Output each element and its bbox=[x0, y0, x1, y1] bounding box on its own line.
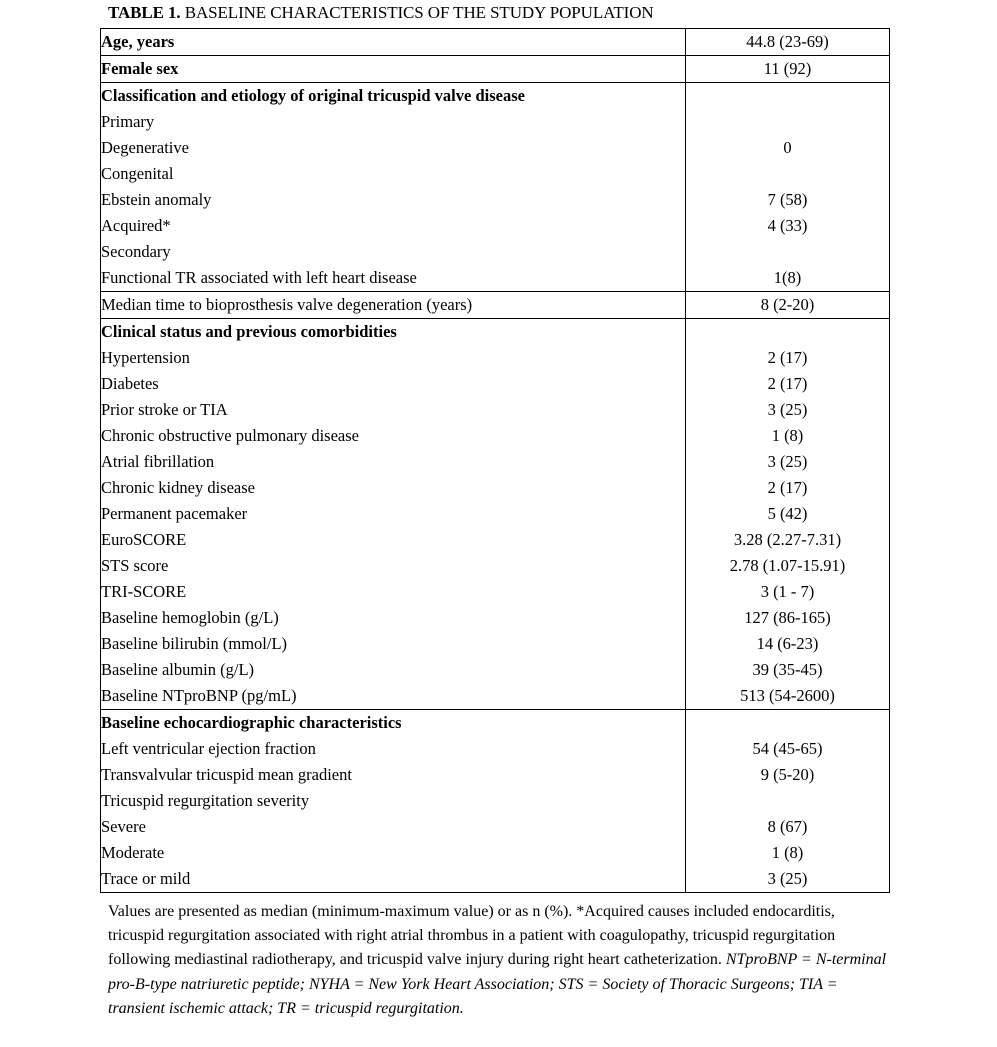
table-row bbox=[101, 683, 890, 710]
row-value: 9 (5-20) bbox=[686, 762, 890, 788]
row-value: 8 (2-20) bbox=[686, 292, 890, 319]
row-label: Permanent pacemaker bbox=[101, 501, 686, 527]
row-label: EuroSCORE bbox=[101, 527, 686, 553]
row-label: Left ventricular ejection fraction bbox=[101, 736, 686, 762]
table-row bbox=[101, 239, 890, 265]
row-value: 127 (86-165) bbox=[686, 605, 890, 631]
row-value: 3.28 (2.27-7.31) bbox=[686, 527, 890, 553]
table-row bbox=[101, 814, 890, 840]
row-value: 4 (33) bbox=[686, 213, 890, 239]
row-value: 14 (6-23) bbox=[686, 631, 890, 657]
table-body bbox=[101, 29, 890, 893]
table-row bbox=[101, 109, 890, 135]
row-label: Classification and etiology of original tricuspid valve disease bbox=[101, 83, 686, 110]
table-row bbox=[101, 213, 890, 239]
row-label: Tricuspid regurgitation severity bbox=[101, 788, 686, 814]
row-label: Degenerative bbox=[101, 135, 686, 161]
row-value: 2.78 (1.07-15.91) bbox=[686, 553, 890, 579]
table-row bbox=[101, 371, 890, 397]
row-value: 11 (92) bbox=[686, 56, 890, 83]
row-value: 2 (17) bbox=[686, 345, 890, 371]
row-value: 8 (67) bbox=[686, 814, 890, 840]
row-value: 54 (45-65) bbox=[686, 736, 890, 762]
row-label: TRI-SCORE bbox=[101, 579, 686, 605]
row-label: Severe bbox=[101, 814, 686, 840]
row-label: Prior stroke or TIA bbox=[101, 397, 686, 423]
row-label: STS score bbox=[101, 553, 686, 579]
row-value: 3 (1 - 7) bbox=[686, 579, 890, 605]
row-value: 513 (54-2600) bbox=[686, 683, 890, 710]
row-label: Moderate bbox=[101, 840, 686, 866]
row-value: 7 (58) bbox=[686, 187, 890, 213]
table-row bbox=[101, 501, 890, 527]
row-value: 1 (8) bbox=[686, 423, 890, 449]
table-row bbox=[101, 579, 890, 605]
table-title-text: BASELINE CHARACTERISTICS OF THE STUDY POPULATION bbox=[180, 3, 654, 22]
table-row bbox=[101, 449, 890, 475]
row-label: Chronic obstructive pulmonary disease bbox=[101, 423, 686, 449]
row-value: 39 (35-45) bbox=[686, 657, 890, 683]
row-value: 3 (25) bbox=[686, 866, 890, 893]
row-label: Ebstein anomaly bbox=[101, 187, 686, 213]
table-row bbox=[101, 319, 890, 346]
row-label: Hypertension bbox=[101, 345, 686, 371]
row-value bbox=[686, 319, 890, 346]
row-label: Female sex bbox=[101, 56, 686, 83]
row-value: 44.8 (23-69) bbox=[686, 29, 890, 56]
row-label: Transvalvular tricuspid mean gradient bbox=[101, 762, 686, 788]
table-row bbox=[101, 475, 890, 501]
row-value: 1(8) bbox=[686, 265, 890, 292]
table-number: TABLE 1. bbox=[108, 3, 181, 22]
row-label: Primary bbox=[101, 109, 686, 135]
table-row bbox=[101, 56, 890, 83]
row-label: Acquired* bbox=[101, 213, 686, 239]
table-row bbox=[101, 840, 890, 866]
row-value: 3 (25) bbox=[686, 397, 890, 423]
row-label: Diabetes bbox=[101, 371, 686, 397]
row-label: Clinical status and previous comorbidities bbox=[101, 319, 686, 346]
table-footnote bbox=[108, 900, 888, 1021]
table-row bbox=[101, 788, 890, 814]
table-row bbox=[101, 292, 890, 319]
row-value bbox=[686, 788, 890, 814]
table-row bbox=[101, 135, 890, 161]
table-row bbox=[101, 161, 890, 187]
table-row bbox=[101, 187, 890, 213]
page-title bbox=[108, 2, 654, 24]
table-row bbox=[101, 527, 890, 553]
row-value: 2 (17) bbox=[686, 475, 890, 501]
table-row bbox=[101, 631, 890, 657]
row-label: Chronic kidney disease bbox=[101, 475, 686, 501]
table-row bbox=[101, 345, 890, 371]
footnote-plain-text: Values are presented as median (minimum-maximum value) or as n (%). *Acquired causes included endocarditis, tricuspid regurgitation associated with right atrial thrombus in a patient with coagulopathy, tricuspid regurgitation following mediastinal radiotherapy, and tricuspid valve injury during right heart catheterization. bbox=[108, 903, 836, 969]
row-label: Trace or mild bbox=[101, 866, 686, 893]
row-label: Median time to bioprosthesis valve degeneration (years) bbox=[101, 292, 686, 319]
row-label: Baseline echocardiographic characteristics bbox=[101, 710, 686, 737]
row-value bbox=[686, 83, 890, 110]
baseline-characteristics-table bbox=[100, 28, 890, 893]
row-label: Atrial fibrillation bbox=[101, 449, 686, 475]
table-row bbox=[101, 736, 890, 762]
row-value bbox=[686, 109, 890, 135]
table-row bbox=[101, 83, 890, 110]
table-row bbox=[101, 605, 890, 631]
row-label: Secondary bbox=[101, 239, 686, 265]
row-label: Baseline albumin (g/L) bbox=[101, 657, 686, 683]
row-value bbox=[686, 161, 890, 187]
row-value: 0 bbox=[686, 135, 890, 161]
row-value: 3 (25) bbox=[686, 449, 890, 475]
table-row bbox=[101, 397, 890, 423]
row-label: Baseline bilirubin (mmol/L) bbox=[101, 631, 686, 657]
row-value: 1 (8) bbox=[686, 840, 890, 866]
table-row bbox=[101, 866, 890, 893]
row-label: Baseline NTproBNP (pg/mL) bbox=[101, 683, 686, 710]
row-value: 2 (17) bbox=[686, 371, 890, 397]
footnote-abbreviations: NTproBNP = N-terminal pro-B-type natriuretic peptide; NYHA = New York Heart Association; STS = Society of Thoracic Surgeons; TIA = transient ischemic attack; TR = tricuspid regurgitation. bbox=[108, 951, 887, 1017]
table-row bbox=[101, 423, 890, 449]
row-value: 5 (42) bbox=[686, 501, 890, 527]
row-value bbox=[686, 710, 890, 737]
table-row bbox=[101, 710, 890, 737]
row-value bbox=[686, 239, 890, 265]
table-row bbox=[101, 29, 890, 56]
table-row bbox=[101, 762, 890, 788]
row-label: Baseline hemoglobin (g/L) bbox=[101, 605, 686, 631]
row-label: Age, years bbox=[101, 29, 686, 56]
table-row bbox=[101, 265, 890, 292]
row-label: Functional TR associated with left heart disease bbox=[101, 265, 686, 292]
table-row bbox=[101, 553, 890, 579]
row-label: Congenital bbox=[101, 161, 686, 187]
table-row bbox=[101, 657, 890, 683]
